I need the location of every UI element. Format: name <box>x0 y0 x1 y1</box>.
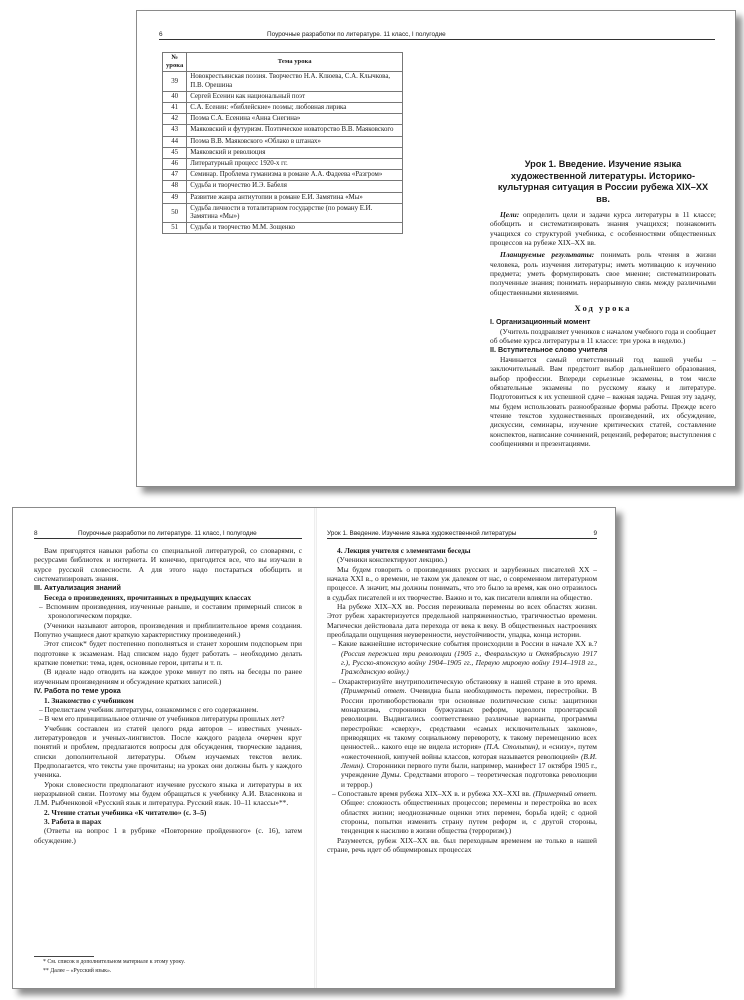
answer: Очевидна была необходимость перемен, перестройки. В России противоборствовали три основные политические силы: защитники монархизма, сторонники буржуазных реформ, идеологи пролетарской революции. Выдвигались соответственно различные варианты, программы перестройки: «сверху», средствами «самых исключительных законов», приводящих «к такому социальному перевороту, к такому перемещению всех ценностей... какого еще не видела история» <box>341 686 597 752</box>
table-row <box>163 181 403 192</box>
table-row <box>163 91 403 102</box>
page-number: 8 <box>34 530 38 537</box>
table-row <box>163 147 403 158</box>
top-page <box>136 10 736 487</box>
paragraph: (Ответы на вопрос 1 в рубрике «Повторение пройденного» (с. 16), затем обсуждение.) <box>34 826 302 845</box>
subsection-heading: Беседа о произведениях, прочитанных в предыдущих классах <box>44 592 252 602</box>
paragraph: Этот список* будет постепенно пополняться и станет хорошим подспорьем при подготовке к экзаменам. Над списком надо будет работать – необходимо делать краткие пометки: тема, идея, основные герои, цитаты и т. п. <box>34 639 302 668</box>
paragraph: Уроки словесности предполагают изучение русского языка и литературы в их неразрывной связи. Поэтому мы будем обращаться к учебнику А.И. Власенкова и Л.М. Рыбченковой «Русский язык и литература. Русский язык. 10–11 классы»**. <box>34 779 302 808</box>
table-row <box>163 114 403 125</box>
list-item <box>327 677 597 789</box>
table-row <box>163 223 403 234</box>
goals-label: Цели: <box>500 210 520 219</box>
answer: Общее: сложность общественных процессов; перемены и перестройка во всех областях жизни; неоднозначные оценки этих перемен, борьба идей; с одной стороны, попытки изменить страну путем реформ и, с другой стороны, тенденция к насилию в жизни общества (терроризм).) <box>341 798 597 836</box>
lesson-goals <box>490 210 716 247</box>
question: – Сопоставьте время рубежа XIX–XX в. и рубежа XX–XXI вв. <box>332 788 531 798</box>
subsection-heading: 3. Работа в парах <box>44 816 102 826</box>
list-item: – Перелистаем учебник литературы, ознакомимся с его содержанием. <box>39 704 259 714</box>
lesson-number-cell: 47 <box>163 170 187 181</box>
paragraph: (Ученики конспектируют лекцию.) <box>337 555 448 565</box>
list-item: – В чем его принципиальное отличие от учебников литературы прошлых лет? <box>39 714 285 724</box>
answer: Сторонники первого пути были, например, манифест 17 октября 1905 г., учреждение Думы. Средствами второго – теоретическая подготовка революции и террор.) <box>341 760 597 789</box>
running-head-left <box>34 529 302 539</box>
lesson-topic-cell: Маяковский и футуризм. Поэтическое новаторство В.В. Маяковского <box>187 125 403 136</box>
lesson-number-cell: 46 <box>163 159 187 170</box>
lesson-number-cell: 44 <box>163 136 187 147</box>
right-page-column <box>327 546 597 854</box>
table-row <box>163 103 403 114</box>
lesson-topic-cell: Маяковский и революция <box>187 147 403 158</box>
lesson-number-cell: 45 <box>163 147 187 158</box>
footnote: * См. список в дополнительном материале к этому уроку. <box>43 959 185 965</box>
paragraph: На рубеже XIX–XX вв. Россия переживала перемены во всех областях жизни. Этот рубеж характеризуется предельной напряженностью, трагичностью времени. Магически действовала дата перехода от века к веку. В общественных настроениях преобладали ощущения неуверенности, неустойчивости, упадка, конца истории. <box>327 602 597 640</box>
lesson-number-cell: 42 <box>163 114 187 125</box>
lesson-number-cell: 51 <box>163 223 187 234</box>
citation: (В.И. Ленин). <box>341 751 597 770</box>
list-item: – Вспомним произведения, изученные раньше, и составим примерный список в хронологическом порядке. <box>39 602 302 621</box>
lesson-topic-cell: С.А. Есенин: «библейские» поэмы; любовная лирика <box>187 103 403 114</box>
lesson-column <box>490 159 716 448</box>
lesson-number-cell: 39 <box>163 72 187 91</box>
paragraph: Мы будем говорить о произведениях русских и зарубежных писателей XX – начала XXI в., о времени, не таком уж далеком от нас, о современном литературном процессе. А значит, мы должны понимать, что это было за время, как оно отразилось в судьбах писателей и их творчестве. Важно и то, как писатели влияли на общество. <box>327 564 597 602</box>
lesson-topic-cell: Судьба личности в тоталитарном государстве (по роману Е.И. Замятина «Мы») <box>187 203 403 222</box>
table-row <box>163 136 403 147</box>
left-page-column <box>34 546 302 845</box>
subsection-heading: 4. Лекция учителя с элементами беседы <box>337 546 471 555</box>
table-row <box>163 72 403 91</box>
footnote: ** Далее – «Русский язык». <box>43 968 112 974</box>
table-row <box>163 203 403 222</box>
running-head-title: Поурочные разработки по литературе. 11 класс, I полугодие <box>78 530 257 537</box>
paragraph: (Ученики называют авторов, произведения и приблизительное время создания. Попутно учащиеся дают краткую характеристику произведений.) <box>34 620 302 640</box>
course-heading: Ход урока <box>574 303 632 314</box>
table-row <box>163 125 403 136</box>
list-item <box>327 639 597 676</box>
footnotes <box>43 958 301 976</box>
subsection-heading: 1. Знакомство с учебником <box>44 695 134 705</box>
lesson-number-cell: 48 <box>163 181 187 192</box>
lesson-number-cell: 43 <box>163 125 187 136</box>
subsection-heading: 2. Чтение статьи учебника «К читателю» (с. 3–5) <box>44 807 207 817</box>
running-head-title: Поурочные разработки по литературе. 11 класс, I полугодие <box>267 31 446 38</box>
section-heading: I. Организационный момент <box>490 317 591 327</box>
lesson-number-cell: 50 <box>163 203 187 222</box>
section-heading: III. Актуализация знаний <box>34 583 121 593</box>
lesson-topics-table <box>162 52 403 234</box>
table-row <box>163 159 403 170</box>
results-text: понимать роль чтения в жизни человека, роль изучения литературы; иметь мотивацию к изучению предмета; уметь формулировать свое мнение; систематизировать полученные знания; понимать неразрывную связь между различными общественными явлениями. <box>490 250 716 297</box>
lesson-topic-cell: Сергей Есенин как национальный поэт <box>187 91 403 102</box>
paragraph: Учебник составлен из статей целого ряда авторов – известных ученых-литературоведов и ученых-лингвистов. После каждого раздела очерчен круг понятий и проблем, предлагаются вопросы для обсуждения, творческие задания, списки дополнительной литературы. Объем изучаемых текстов велик. Предполагается, что тексты уже прочитаны; на уроках они должны быть у каждого ученика. <box>34 723 302 780</box>
lesson-topic-cell: Судьба и творчество И.Э. Бабеля <box>187 181 403 192</box>
table-row <box>163 170 403 181</box>
bottom-spread <box>12 507 616 989</box>
answer: (Россия пережила три революции (1905 г., Февральскую и Октябрьскую 1917 г.), Русско-японскую войну 1904–1905 гг., Первую мировую войну 1914–1918 гг., Гражданскую войну.) <box>341 648 597 677</box>
lesson-title: Урок 1. Введение. Изучение языка художественной литературы. Историко-культурная ситуация в России рубежа XIX–XX вв. <box>497 159 709 204</box>
table-body <box>163 72 403 234</box>
page-number: 6 <box>159 31 163 38</box>
lesson-topic-cell: Поэма В.В. Маяковского «Облако в штанах» <box>187 136 403 147</box>
section-text: (Учитель поздравляет учеников с началом учебного года и сообщает об объеме курса литературы в 11 классе: три урока в неделю.) <box>490 326 716 346</box>
running-head-title: Урок 1. Введение. Изучение языка художественной литературы <box>327 530 517 537</box>
section-heading: IV. Работа по теме урока <box>34 686 121 696</box>
running-head <box>159 30 715 40</box>
lesson-topic-cell: Семинар. Проблема гуманизма в романе А.А. Фадеева «Разгром» <box>187 170 403 181</box>
list-item <box>327 789 597 836</box>
paragraph: Разумеется, рубеж XIX–XX вв. был переходным временем не только в нашей стране, речь идет об общемировых процессах <box>327 835 597 854</box>
lesson-topic-cell: Развитие жанра антиутопии в романе Е.И. Замятина «Мы» <box>187 192 403 203</box>
goals-text: определить цели и задачи курса литературы в 11 классе; обобщить и систематизировать знания учащихся; познакомить учащихся со структурой учебника, с особенностями общественных процессов на рубеже XIX–XX вв. <box>490 210 716 248</box>
lesson-number-cell: 49 <box>163 192 187 203</box>
lesson-number-cell: 40 <box>163 91 187 102</box>
page-number: 9 <box>593 530 597 537</box>
question: – Охарактеризуйте внутриполитическую обстановку в нашей стране в это время. <box>332 676 597 686</box>
results-label: Планируемые результаты: <box>500 250 595 260</box>
lesson-topic-cell: Новокрестьянская поэзия. Творчество Н.А. Клюева, С.А. Клычкова, П.В. Орешина <box>187 72 403 91</box>
lesson-number-cell: 41 <box>163 103 187 114</box>
table-header-topic: Тема урока <box>187 53 403 72</box>
paragraph: (В идеале надо отводить на каждое уроке минут по пять на беседы по ранее изученным произведениям и обсуждение кратких записей.) <box>34 667 302 686</box>
running-head-right <box>327 529 597 539</box>
question: – Какие важнейшие исторические события происходили в России в начале XX в.? <box>332 639 597 649</box>
answer-label: (Примерный ответ. <box>532 788 597 798</box>
citation: (П.А. Столыпин), <box>483 742 540 752</box>
footnote-rule <box>34 956 94 957</box>
lesson-topic-cell: Литературный процесс 1920-х гг. <box>187 159 403 170</box>
section-text: Начинается самый ответственный год вашей учебы – заключительный. Вам предстоит выбор дальнейшего образования, выбор профессии. Впереди серьезные экзамены, в том числе обязательные экзамены по русскому языку и литературе. Подготовиться к их успешной сдаче – важная задача. Решая эту задачу, мы будем использовать разнообразные формы работы. Прежде всего чтение текстов художественных произведений, их обсуждение, дискуссии, семинары, изучение критических статей, составление конспектов, написание сочинений, рецензий, рефератов; выступления с сообщениями и презентациями. <box>490 354 716 448</box>
answer: и «снизу», путем «ожесточенной, кипучей войны классов, которая называется революцией» <box>341 742 597 761</box>
lesson-topic-cell: Поэма С.А. Есенина «Анна Снегина» <box>187 114 403 125</box>
table-header-number: № урока <box>163 53 187 72</box>
lesson-results <box>490 250 716 297</box>
section-heading: II. Вступительное слово учителя <box>490 345 608 355</box>
table-row <box>163 192 403 203</box>
lesson-topic-cell: Судьба и творчество М.М. Зощенко <box>187 223 403 234</box>
answer-label: (Примерный ответ. <box>341 686 407 696</box>
paragraph: Вам пригодятся навыки работы со специальной литературой, со словарями, с ресурсами библиотек и интернета. И конечно, пригодится все, что вы изучали в курсе русской словесности. А для этого надо постараться обобщить и систематизировать знания. <box>34 546 302 584</box>
book-gutter <box>314 508 317 988</box>
